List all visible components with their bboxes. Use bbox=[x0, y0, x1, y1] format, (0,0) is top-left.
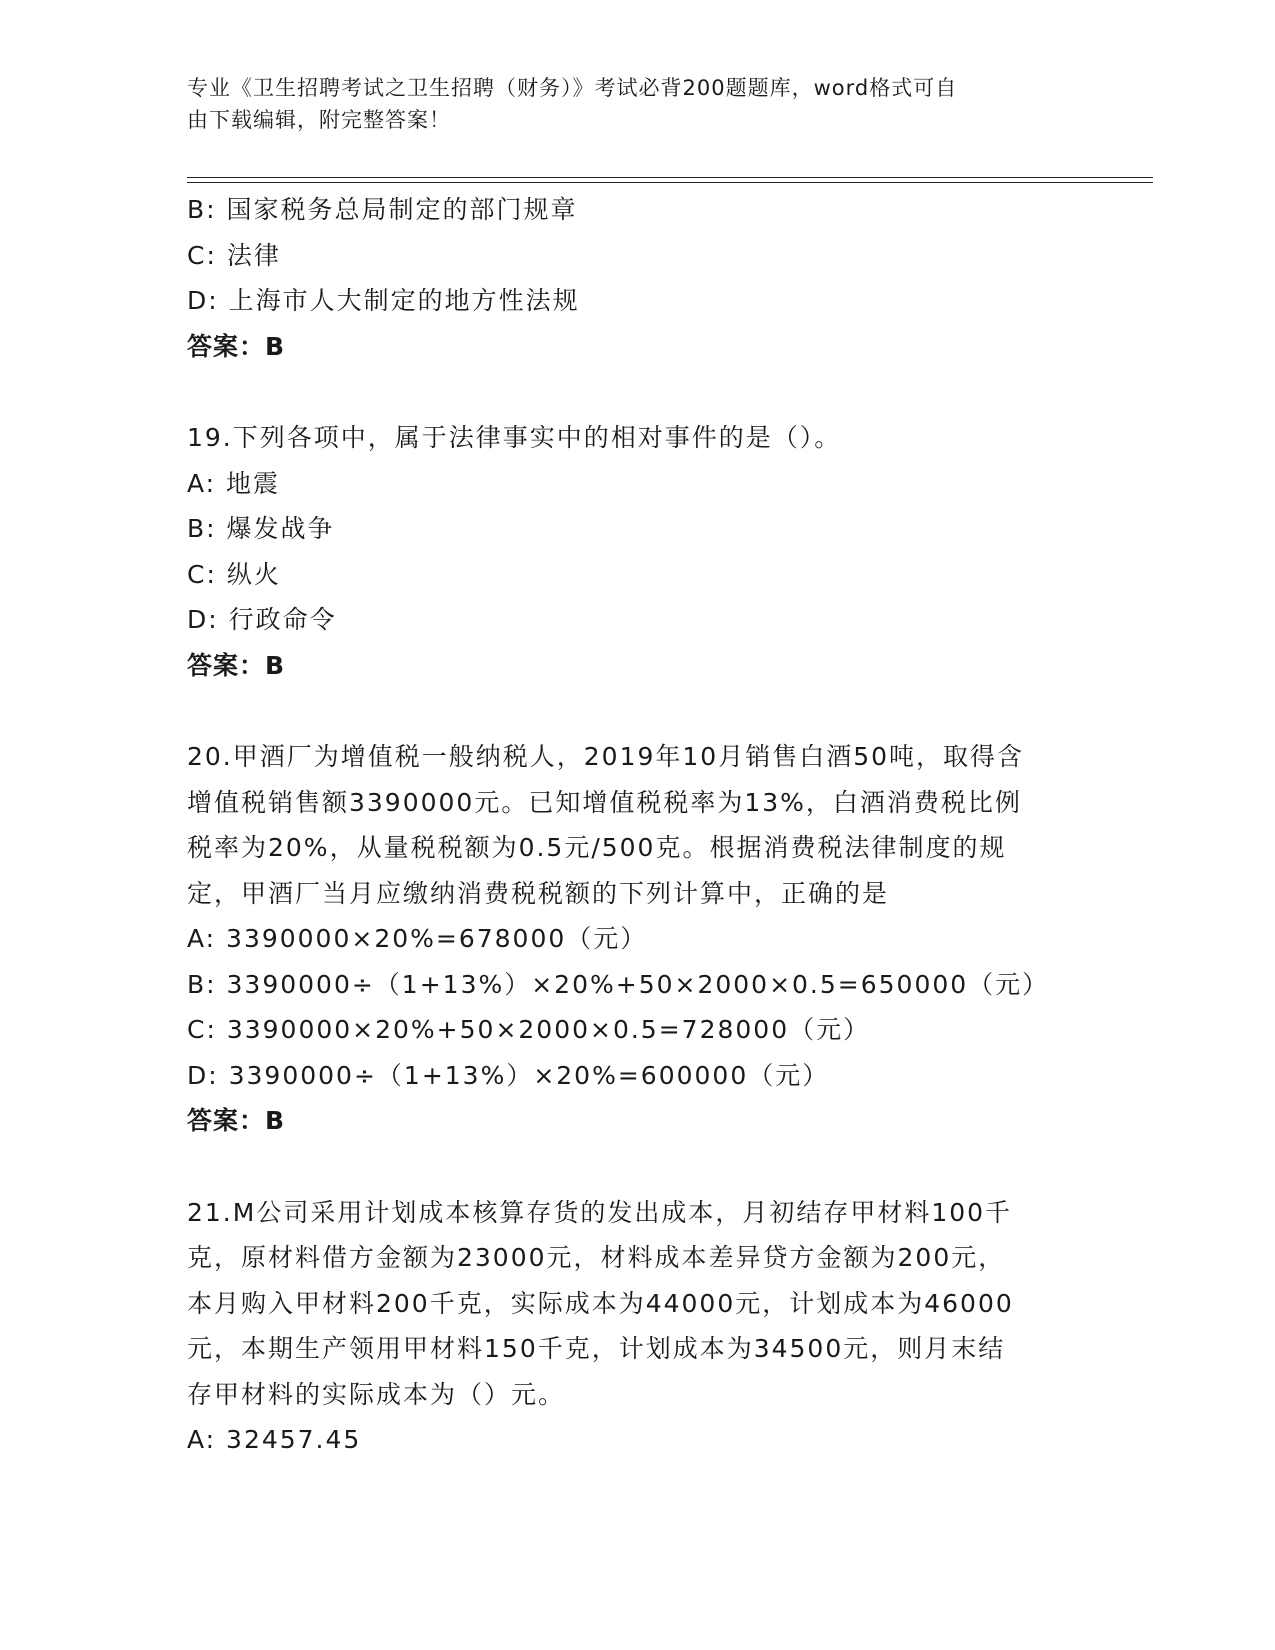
q20-option-b: B: 3390000÷（1+13%）×20%+50×2000×0.5=650000（元） bbox=[187, 969, 1050, 999]
q18-option-d: D: 上海市人大制定的地方性法规 bbox=[187, 286, 580, 315]
q19-option-d: D: 行政命令 bbox=[187, 605, 337, 634]
q20-option-c: C: 3390000×20%+50×2000×0.5=728000（元） bbox=[187, 1015, 871, 1044]
q20-option-a: A: 3390000×20%=678000（元） bbox=[187, 924, 648, 953]
q18-option-b: B: 国家税务总局制定的部门规章 bbox=[187, 195, 578, 224]
q21-question-line-1: 21.M公司采用计划成本核算存货的发出成本，月初结存甲材料100千 bbox=[187, 1197, 1013, 1227]
header-line-1: 专业《卫生招聘考试之卫生招聘（财务）》考试必背200题题库，word格式可自 bbox=[187, 76, 958, 100]
header-line-2: 由下载编辑，附完整答案！ bbox=[187, 108, 451, 132]
q19-question: 19.下列各项中，属于法律事实中的相对事件的是（）。 bbox=[187, 423, 842, 452]
spacer bbox=[187, 688, 1087, 734]
q21-question-line-2: 克，原材料借方金额为23000元，材料成本差异贷方金额为200元， bbox=[187, 1243, 1006, 1272]
q21-question-line-4: 元，本期生产领用甲材料150千克，计划成本为34500元，则月末结 bbox=[187, 1334, 1006, 1363]
document-body bbox=[187, 187, 1087, 1463]
q18-answer: 答案：B bbox=[187, 331, 286, 361]
q19-option-a: A: 地震 bbox=[187, 468, 281, 498]
q18-option-c: C: 法律 bbox=[187, 240, 281, 270]
q20-question-line-1: 20.甲酒厂为增值税一般纳税人，2019年10月销售白酒50吨，取得含 bbox=[187, 742, 1025, 771]
document-header bbox=[187, 72, 1067, 136]
q19-option-c: C: 纵火 bbox=[187, 559, 281, 589]
q19-option-b: B: 爆发战争 bbox=[187, 514, 335, 543]
q20-answer: 答案：B bbox=[187, 1106, 286, 1135]
q21-option-a: A: 32457.45 bbox=[187, 1425, 362, 1454]
spacer bbox=[187, 369, 1087, 415]
q20-question-line-3: 税率为20%，从量税税额为0.5元/500克。根据消费税法律制度的规 bbox=[187, 833, 1007, 862]
q20-question-line-4: 定，甲酒厂当月应缴纳消费税税额的下列计算中，正确的是 bbox=[187, 878, 890, 908]
q20-question-line-2: 增值税销售额3390000元。已知增值税税率为13%，白酒消费税比例 bbox=[187, 787, 1022, 817]
q20-option-d: D: 3390000÷（1+13%）×20%=600000（元） bbox=[187, 1060, 830, 1090]
header-divider-bottom bbox=[187, 182, 1153, 183]
header-divider-top bbox=[187, 177, 1153, 178]
q21-question-line-3: 本月购入甲材料200千克，实际成本为44000元，计划成本为46000 bbox=[187, 1288, 1014, 1318]
q19-answer: 答案：B bbox=[187, 650, 286, 680]
q21-question-line-5: 存甲材料的实际成本为（）元。 bbox=[187, 1379, 566, 1409]
spacer bbox=[187, 1144, 1087, 1190]
